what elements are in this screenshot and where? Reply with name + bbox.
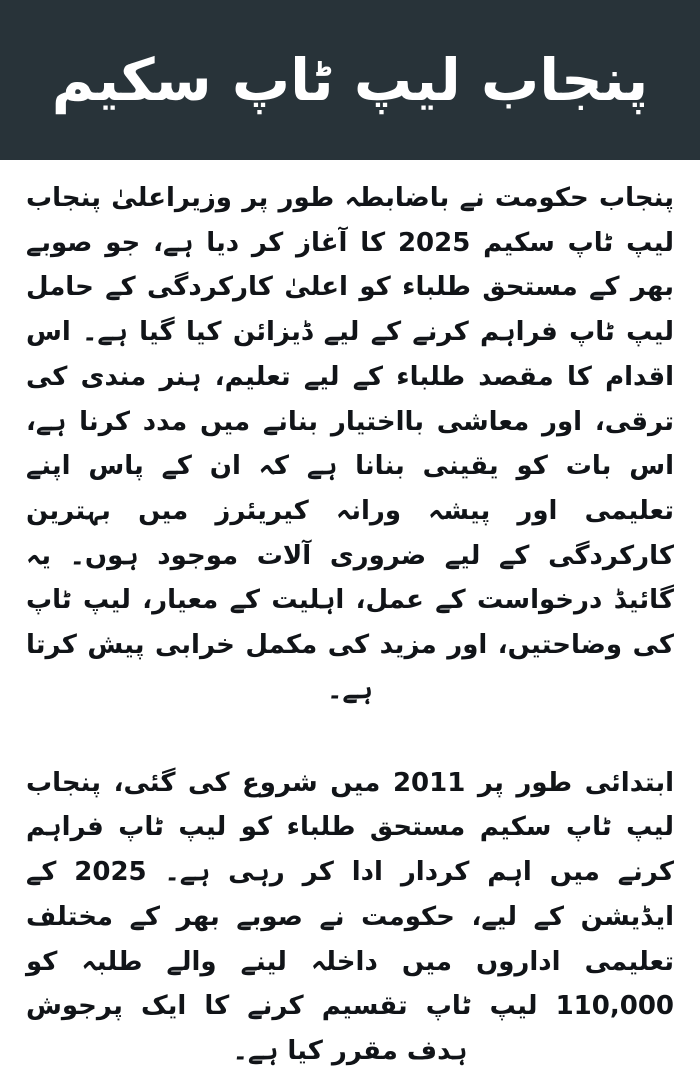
header-banner <box>0 0 700 160</box>
page-title: پنجاب لیپ ٹاپ سکیم <box>51 45 649 114</box>
paragraph: پنجاب حکومت نے باضابطہ طور پر وزیراعلیٰ پنجاب لیپ ٹاپ سکیم 2025 کا آغاز کر دیا ہے، جو صوبے بھر کے مستحق طلباء کو اعلیٰ کارکردگی کے حامل لیپ ٹاپ فراہم کرنے کے لیے ڈیزائن کیا گیا ہے۔ اس اقدام کا مقصد طلباء کے لیے تعلیم، ہنر مندی کی ترقی، اور معاشی بااختیار بنانے میں مدد کرنا ہے، اس بات کو یقینی بنانا ہے کہ ان کے پاس اپنے تعلیمی اور پیشہ ورانہ کیریئرز میں بہترین کارکردگی کے لیے ضروری آلات موجود ہوں۔ یہ گائیڈ درخواست کے عمل، اہلیت کے معیار، لیپ ٹاپ کی وضاحتیں، اور مزید کی مکمل خرابی پیش کرتا ہے۔ <box>26 183 674 705</box>
document-body <box>0 160 700 1084</box>
paragraph-spacer <box>26 747 674 761</box>
paragraph: ابتدائی طور پر 2011 میں شروع کی گئی، پنجاب لیپ ٹاپ سکیم مستحق طلباء کو لیپ ٹاپ فراہم کرنے میں اہم کردار ادا کر رہی ہے۔ 2025 کے ایڈیشن کے لیے، حکومت نے صوبے بھر کے مختلف تعلیمی اداروں میں داخلہ لینے والے طلبہ کو 110,000 لیپ ٹاپ تقسیم کرنے کا ایک پرجوش ہدف مقرر کیا ہے۔ <box>26 767 675 1066</box>
